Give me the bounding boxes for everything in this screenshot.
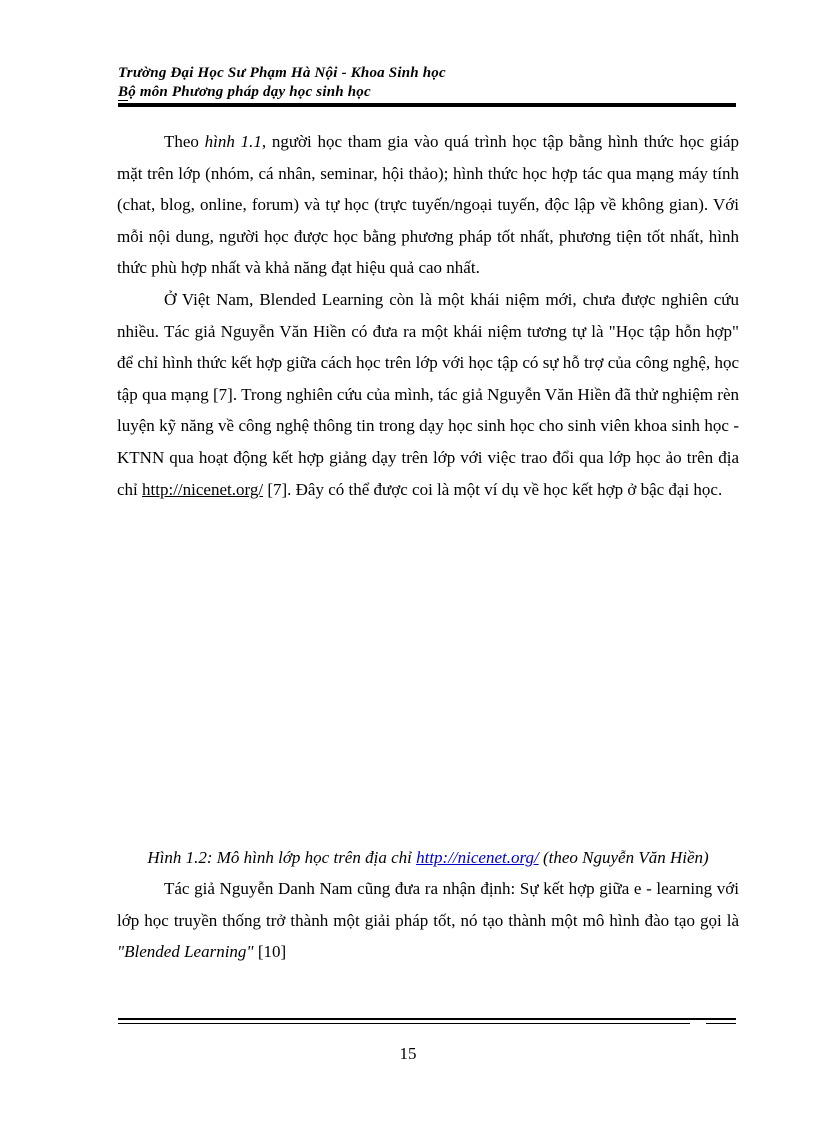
- paragraph-1: [117, 126, 739, 284]
- body-text-top: [117, 126, 739, 505]
- paragraph-3-text-start: Tác giả Nguyễn Danh Nam cũng đưa ra nhận định: Sự kết hợp giữa e - learning với lớp học truyền thống trở thành một giải pháp tốt, nó tạo thành một mô hình đào tạo gọi là: [117, 879, 739, 930]
- caption-link[interactable]: http://nicenet.org/: [416, 848, 539, 867]
- paragraph-1-text-end: , người học tham gia vào quá trình học tập bằng hình thức học giáp mặt trên lớp (nhóm, cá nhân, seminar, hội thảo); hình thức học hợp tác qua mạng máy tính (chat, blog, online, forum) và tự học (trực tuyến/ngoại tuyến, độc lập về không gian). Với mỗi nội dung, người học được học bằng phương pháp tốt nhất, phương tiện tốt nhất, hình thức phù hợp nhất và khả năng đạt hiệu quả cao nhất.: [117, 132, 739, 278]
- paragraph-3: [117, 873, 739, 968]
- caption-text-end: (theo Nguyễn Văn Hiền): [538, 848, 709, 867]
- header-department: Bộ môn Phương pháp dạy học sinh học: [118, 84, 371, 100]
- footer-rule: [118, 1018, 736, 1020]
- paragraph-2-text-end: [7]. Đây có thể được coi là một ví dụ về học kết hợp ở bậc đại học.: [263, 479, 723, 499]
- footer-rule-end: [706, 1023, 736, 1024]
- nicenet-link[interactable]: http://nicenet.org/: [142, 479, 264, 499]
- body-text-bottom: [117, 873, 739, 968]
- page-number: 15: [399, 1044, 417, 1063]
- footer-rule-secondary: [118, 1023, 690, 1024]
- header-rule: [118, 103, 736, 107]
- caption-text-start: Hình 1.2: Mô hình lớp học trên địa chỉ: [147, 848, 417, 867]
- paragraph-3-text-end: [10]: [253, 942, 287, 962]
- paragraph-1-text-start: Theo: [164, 132, 205, 151]
- header-institution: Trường Đại Học Sư Phạm Hà Nội - Khoa Sinh học: [118, 65, 446, 81]
- page-header: [118, 64, 738, 102]
- header-rule-accent: [118, 100, 128, 101]
- figure-reference: hình 1.1: [204, 132, 262, 151]
- blended-learning-term: "Blended Learning": [117, 942, 254, 962]
- figure-caption: [117, 846, 739, 870]
- paragraph-2-text-start: Ở Việt Nam, Blended Learning còn là một khái niệm mới, chưa được nghiên cứu nhiều. Tác giả Nguyễn Văn Hiền có đưa ra một khái niệm tương tự là "Học tập hỗn hợp" để chỉ hình thức kết hợp giữa cách học trên lớp với học tập có sự hỗ trợ của công nghệ, học tập qua mạng [7]. Trong nghiên cứu của mình, tác giả Nguyễn Văn Hiền đã thử nghiệm rèn luyện kỹ năng về công nghệ thông tin trong dạy học sinh học cho sinh viên khoa sinh học - KTNN qua hoạt động kết hợp giảng dạy trên lớp với việc trao đổi qua lớp học ảo trên địa chỉ: [117, 289, 739, 499]
- paragraph-2: [117, 284, 739, 505]
